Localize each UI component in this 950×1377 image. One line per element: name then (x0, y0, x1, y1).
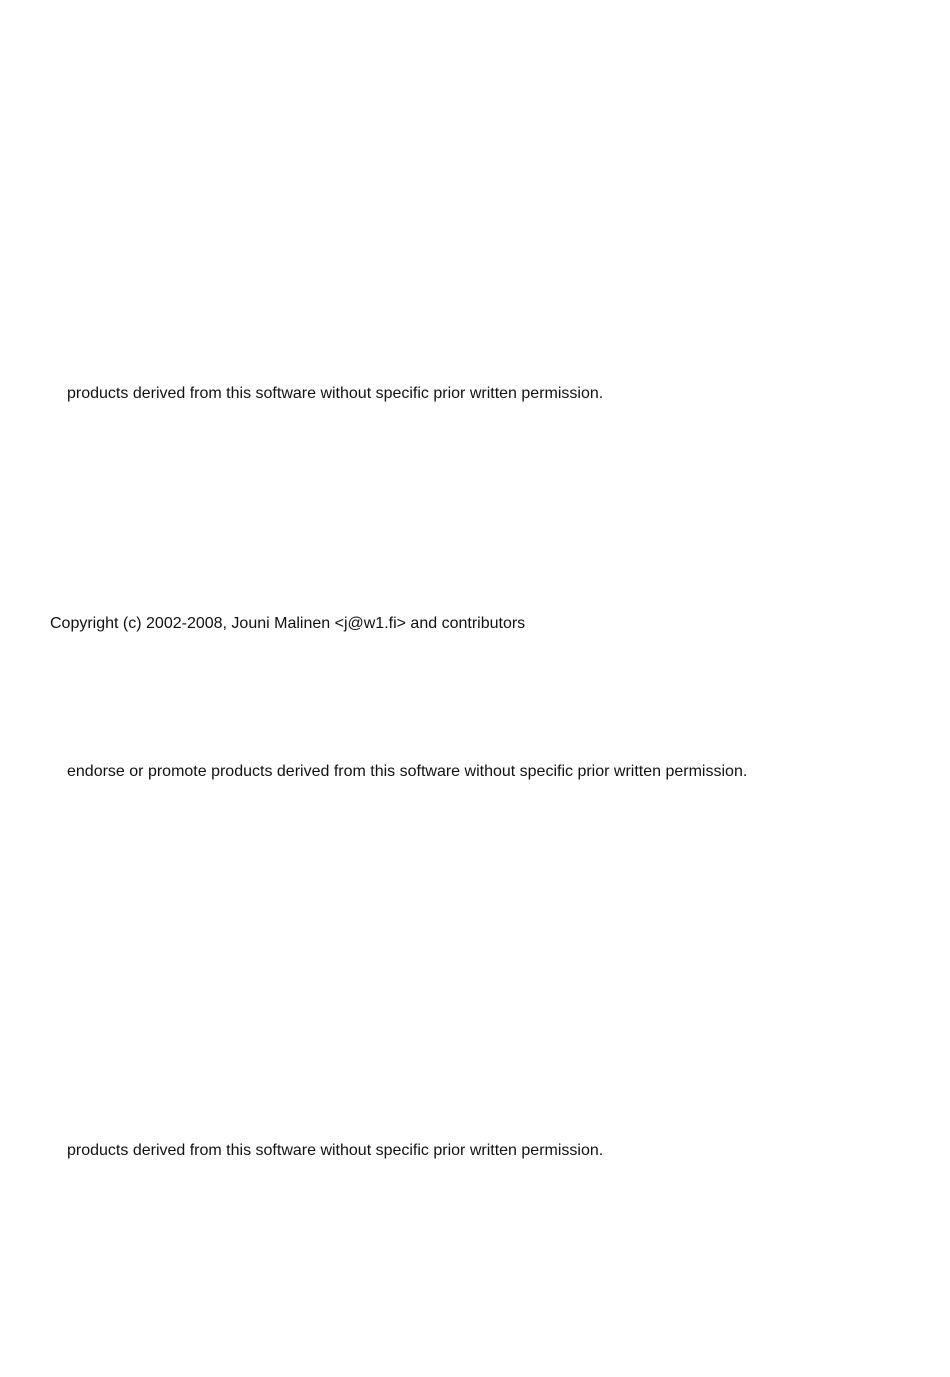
license-text-line: endorse or promote products derived from this software without specific prior written permission. (67, 763, 748, 780)
license-text-line: products derived from this software without specific prior written permission. (67, 1142, 604, 1159)
license-text-line: products derived from this software without specific prior written permission. (67, 385, 604, 402)
copyright-line: Copyright (c) 2002-2008, Jouni Malinen <j@w1.fi> and contributors (50, 615, 526, 632)
